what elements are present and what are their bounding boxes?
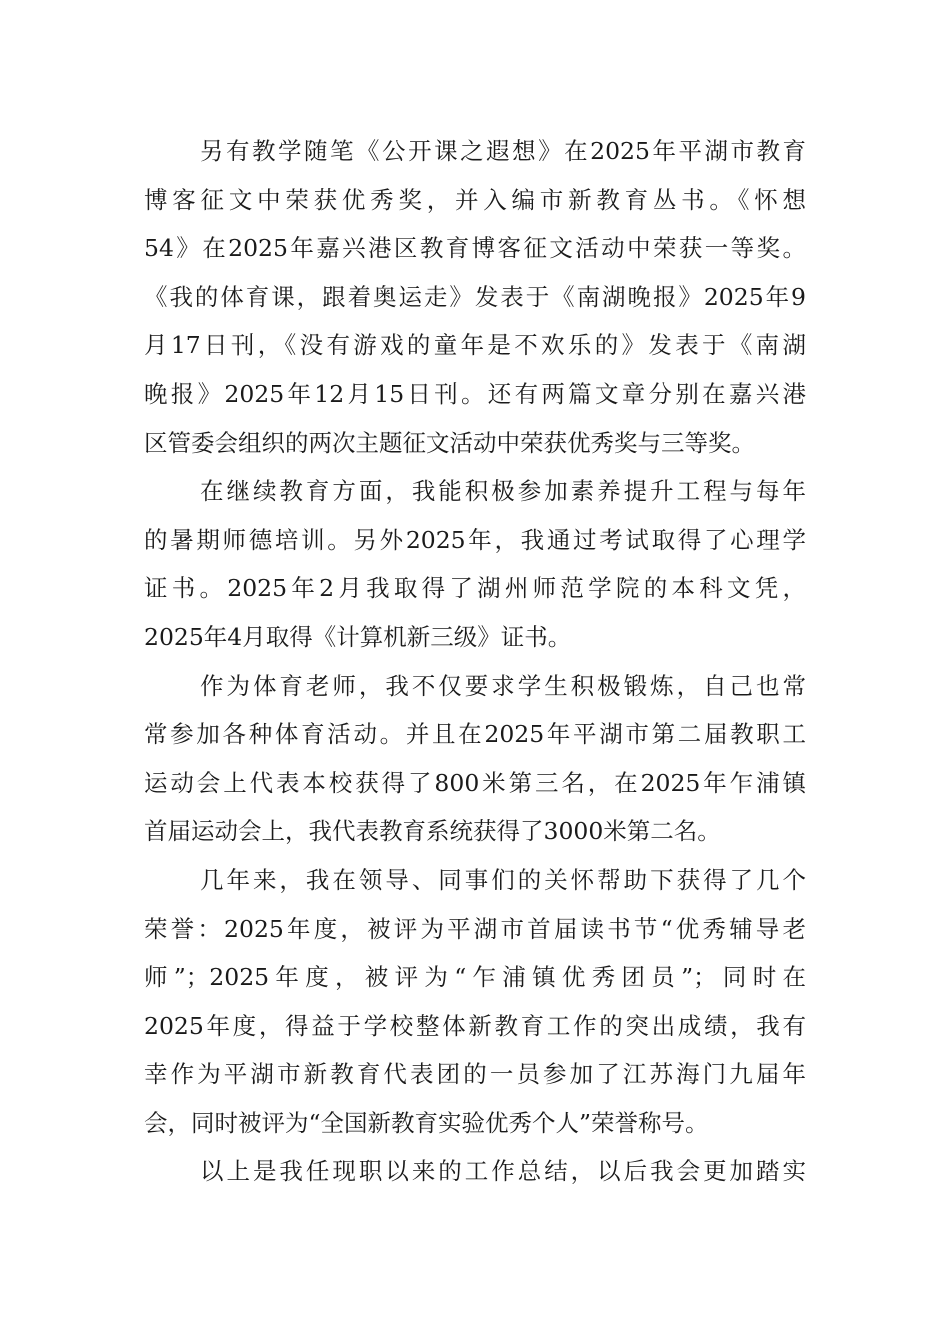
text-line: 2025年4月取得《计算机新三级》证书。 <box>144 622 572 651</box>
text-line: 幸作为平湖市新教育代表团的一员参加了江苏海门九届年 <box>144 1060 806 1089</box>
text-line: 证书。2025年2月我取得了湖州师范学院的本科文凭， <box>144 574 806 603</box>
text-line: 54》在2025年嘉兴港区教育博客征文活动中荣获一等奖。 <box>144 234 806 263</box>
text-line: 会，同时被评为“全国新教育实验优秀个人”荣誉称号。 <box>144 1108 709 1137</box>
text-line: 《我的体育课，跟着奥运走》发表于《南湖晚报》2025年9 <box>144 282 806 311</box>
text-line: 运动会上代表本校获得了800米第三名，在2025年乍浦镇 <box>144 768 806 797</box>
text-line: 博客征文中荣获优秀奖，并入编市新教育丛书。《怀想 <box>144 185 806 214</box>
text-line: 在继续教育方面，我能积极参加素养提升工程与每年 <box>200 477 806 506</box>
text-line: 区管委会组织的两次主题征文活动中荣获优秀奖与三等奖。 <box>144 428 755 457</box>
text-line: 晚报》2025年12月15日刊。还有两篇文章分别在嘉兴港 <box>144 379 806 408</box>
text-line: 的暑期师德培训。另外2025年，我通过考试取得了心理学 <box>144 525 806 554</box>
document-body <box>144 127 806 1196</box>
text-line: 2025年度，得益于学校整体新教育工作的突出成绩，我有 <box>144 1011 806 1040</box>
text-line: 作为体育老师，我不仅要求学生积极锻炼，自己也常 <box>200 671 806 700</box>
text-line: 以上是我任现职以来的工作总结，以后我会更加踏实 <box>200 1157 806 1186</box>
text-line: 常参加各种体育活动。并且在2025年平湖市第二届教职工 <box>144 720 806 749</box>
text-line: 师”；2025年度，被评为“乍浦镇优秀团员”；同时在 <box>144 963 806 992</box>
text-line: 荣誉：2025年度，被评为平湖市首届读书节“优秀辅导老 <box>144 914 806 943</box>
text-line: 月17日刊，《没有游戏的童年是不欢乐的》发表于《南湖 <box>144 331 806 360</box>
text-line: 几年来，我在领导、同事们的关怀帮助下获得了几个 <box>200 865 806 894</box>
text-line: 另有教学随笔《公开课之遐想》在2025年平湖市教育 <box>200 137 806 165</box>
text-line: 首届运动会上，我代表教育系统获得了3000米第二名。 <box>144 817 721 846</box>
